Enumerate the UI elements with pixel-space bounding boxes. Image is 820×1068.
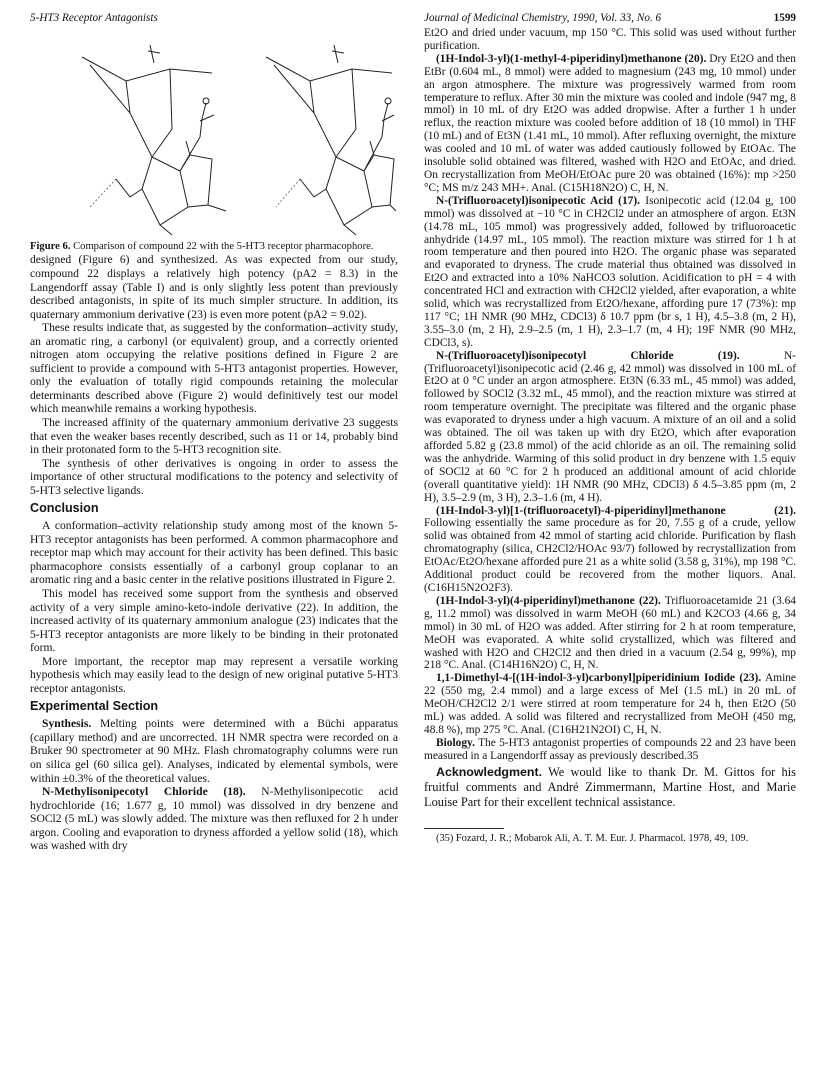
paragraph-text: The 5-HT3 antagonist properties of compounds 22 and 23 have been measured in a Langendorff assay as previously described.35 [424,736,796,762]
page-number: 1599 [773,12,796,24]
paragraph: designed (Figure 6) and synthesized. As was expected from our study, compound 22 displays a relatively high potency (pA2 = 8.3) in the Langendorff assay (Table I) and is only slightly less potent than previously described antagonists, in spite of its much simpler structure. In addition, its quaternary ammonium derivative (23) is even more potent (pA2 = 9.02). [30,253,398,321]
paragraph: This model has received some support from the synthesis and observed activity of a very simple amino-keto-indole derivative (22). In addition, the increased activity of its quaternary ammonium analogue (23) indicates that the 5-HT3 receptor antagonists are more likely to be binding in their protonated form. [30,586,398,655]
paragraph-text: N-Methylisonipecotic acid hydrochloride (16; 1.677 g, 10 mmol) was dissolved in dry benzene and SOCl2 (5 mL) was slowly added. The mixture was then refluxed for 2 h under argon. Cooling and evaporation to dryness afforded a yellow solid (18), which was washed with dry [30,785,398,853]
stereo-molecule-drawing [30,29,398,241]
runin-heading: (1H-Indol-3-yl)(1-methyl-4-piperidinyl)methanone (20). [436,52,707,65]
acknowledgment-heading: Acknowledgment. [436,764,543,779]
runin-heading: N-(Trifluoroacetyl)isonipecotyl Chloride (19). [436,349,740,362]
paragraph: A conformation–activity relationship study among most of the known 5-HT3 receptor antagonists has been performed. A common pharmacophore and receptor map which may account for their activity has been defined. This basic pharmacophore consists essentially of a carbonyl group coplanar to an aromatic ring and a basic center in the relative positions illustrated in Figure 2. [30,519,398,587]
section-heading-conclusion: Conclusion [30,501,99,516]
paragraph-text: Isonipecotic acid (12.04 g, 100 mmol) was dissolved at −10 °C in CH2Cl2 under an atmosphere of argon. Et3N (14.78 mL, 105 mmol) was progressively added, followed by trifluoroacetic anhydride (14.97 mL, 105 mmol). The reaction mixture was stirred for 1 h at room temperature and then poured into H2O. The organic phase was separated and evaporated to dryness. The crude material thus obtained was dissolved in Et2O and extracted into a 10% NaHCO3 solution. Acidification to pH = 4 with concentrated HCl and extraction with CH2Cl2 yielded, after evaporation, a white solid, which was recrystallized from Et2O/hexane, affording pure 17 (73%): mp 117 °C; 1H NMR (90 MHz, CDCl3) δ 10.7 ppm (br s, 1 H), 4.5–3.8 (m, 2 H), 3.55–3.0 (m, 2 H), 2.9–2.5 (m, 1 H), 2.3–1.7 (m, 4 H); 19F NMR (90 MHz, CDCl3, s). [424,194,796,349]
paragraph [424,672,796,737]
right-column [424,27,796,845]
paragraph: These results indicate that, as suggested by the conformation–activity study, an aromatic ring, a carbonyl (or equivalent) group, and a correctly oriented nitrogen atom occupying the relative positions defined in Figure 2 are sufficient to provide a compound with 5-HT3 antagonist properties. However, only the evaluation of totally rigid compounds retaining the molecular determinants described above (Figure 2) would definitively test our model which meanwhile remains a working hypothesis. [30,321,398,416]
figure-caption-label: Figure 6. [30,241,71,252]
paragraph-text: Dry Et2O and then EtBr (0.604 mL, 8 mmol) were added to magnesium (243 mg, 10 mmol) under an argon atmosphere. The mixture was progressively warmed from room temperature to reflux. After 30 min the mixture was cooled and indole (947 mg, 8 mmol) in 10 mL of dry Et2O was added dropwise. After a further 1 h under reflux, the reaction mixture was cooled before addition of 18 (10 mmol) in THF (10 mL) and of Et3N (1.41 mL, 10 mmol). After refluxing overnight, the mixture was cooled and 10 mL of water was added cautiously followed by EtOAc. The insoluble solid obtained was filtered, washed with H2O and EtOAc, and dried. On recrystallization from MeOH/EtOAc pure 20 was obtained (16%): mp >250 °C; MS m/z 243 MH+. Anal. (C15H18N2O) C, H, N. [424,52,796,194]
paragraph [424,505,796,595]
running-header-right [424,11,796,25]
runin-heading: (1H-Indol-3-yl)[1-(trifluoroacetyl)-4-piperidinyl]methanone (21). [436,504,796,517]
runin-heading: N-Methylisonipecotyl Chloride (18). [42,785,246,799]
section-heading-experimental: Experimental Section [30,699,159,714]
paragraph-text: N-(Trifluoroacetyl)isonipecotic acid (2.46 g, 42 mmol) was dissolved in 100 mL of Et2O at 0 °C under an argon atmosphere. Et3N (6.33 mL, 45 mmol) was added, followed by SOCl2 (3.32 mL, 45 mmol), and the reaction mixture was stirred at room temperature overnight. The precipitate was filtered and the organic phase was evaporated to dryness under a high vacuum. A mixture of an oil and a solid was obtained. The oil was taken up with dry Et2O, which after evaporation afforded 5.82 g (23.8 mmol) of the acid chloride as an oil. The remaining solid was the anhydride. Warming of this solid product in dry benzene with 1.5 equiv of SOCl2 at 60 °C for 2 h produced an additional amount of acid chloride (overall quantitative yield): 1H NMR (90 MHz, CDCl3) δ 4.5–3.85 ppm (m, 2 H), 3.5–2.9 (m, 3 H), 2.3–1.6 (m, 4 H). [424,349,796,504]
runin-heading: (1H-Indol-3-yl)(4-piperidinyl)methanone (22). [436,594,661,607]
figure-caption [30,241,398,253]
paragraph-text: Melting points were determined with a Büchi apparatus (capillary method) and are uncorrected. 1H NMR spectra were recorded on a Bruker 90 spectrometer at 90 MHz. Flash chromatography columns were run on silica gel (60 silica gel). Analyses, indicated by elemental symbols, were within ±0.3% of the theoretical values. [30,717,398,785]
runin-heading: 1,1-Dimethyl-4-[(1H-indol-3-yl)carbonyl]piperidinium Iodide (23). [436,672,762,685]
paragraph: Et2O and dried under vacuum, mp 150 °C. This solid was used without further purification. [424,27,796,52]
footnote-divider [424,828,504,829]
left-column [30,29,398,853]
paragraph-text: Amine 22 (550 mg, 2.4 mmol) and a large excess of MeI (1.5 mL) in 20 mL of MeOH/CH2Cl2 2/1 were stirred at room temperature for 24 h, then Et2O (50 mL) was added. A solid was filtered and recrystallized from MeOH (450 mg, 48.8 %), mp 275 °C. Anal. (C16H21N2OI) C, H, N. [424,672,796,736]
paragraph-text: Trifluoroacetamide 21 (3.64 g, 11.2 mmol) was dissolved in warm MeOH (60 mL) and K2CO3 (4.66 g, 34 mmol) in 30 mL of H2O was added. After stirring for 2 h at room temperature, MeOH was evaporated. A white solid crystallized, which was filtered and washed with H2O and CH2Cl2 and then dried in a vacuum (2.54 g, 99%), mp 218 °C. Anal. (C14H16N2O) C, H, N. [424,594,796,672]
paragraph [30,785,398,853]
paragraph [424,195,796,350]
paragraph [424,350,796,505]
paragraph-text: Following essentially the same procedure as for 20, 7.55 g of a crude, yellow solid was obtained from 42 mmol of starting acid chloride. Purification by flash chromatography (silica, CH2Cl2/HOAc 93/7) followed by recrystallization from EtOAc/Et2O/hexane afforded pure 21 as a white solid (3.58 g, 31%), mp 198 °C. Additional product could be recovered from the mother liquors. Anal. (C16H15N2O2F3). [424,517,796,594]
paragraph [30,717,398,785]
paragraph [424,737,796,763]
paragraph [424,53,796,195]
paragraph: The increased affinity of the quaternary ammonium derivative 23 suggests that even the weaker bases recently described, such as 11 or 14, probably bind in their protonated form to the 5-HT3 recognition site. [30,415,398,457]
figure-caption-text: Comparison of compound 22 with the 5-HT3 receptor pharmacophore. [73,241,374,252]
figure-6-image [30,29,398,241]
journal-citation: Journal of Medicinal Chemistry, 1990, Vol. 33, No. 6 [424,12,662,24]
running-header-left: 5-HT3 Receptor Antagonists [30,12,158,24]
runin-heading: Biology. [436,736,475,749]
runin-heading: N-(Trifluoroacetyl)isonipecotic Acid (17). [436,194,641,207]
paragraph [424,595,796,672]
paragraph: More important, the receptor map may represent a versatile working hypothesis which may easily lead to the design of new original putative 5-HT3 receptor antagonists. [30,654,398,695]
paragraph: The synthesis of other derivatives is ongoing in order to assess the importance of other structural modifications to the potency and selectivity of 5-HT3 selective ligands. [30,456,398,497]
footnote-reference-35: (35) Fozard, J. R.; Mobarok Ali, A. T. M. Eur. J. Pharmacol. 1978, 49, 109. [436,832,749,844]
runin-heading: Synthesis. [42,717,92,731]
acknowledgment-text: We would like to thank Dr. M. Gittos for his fruitful comments and André Zimmermann, Martine Host, and Marie Louise Part for their excellent technical assistance. [424,764,797,809]
acknowledgment [424,765,796,810]
